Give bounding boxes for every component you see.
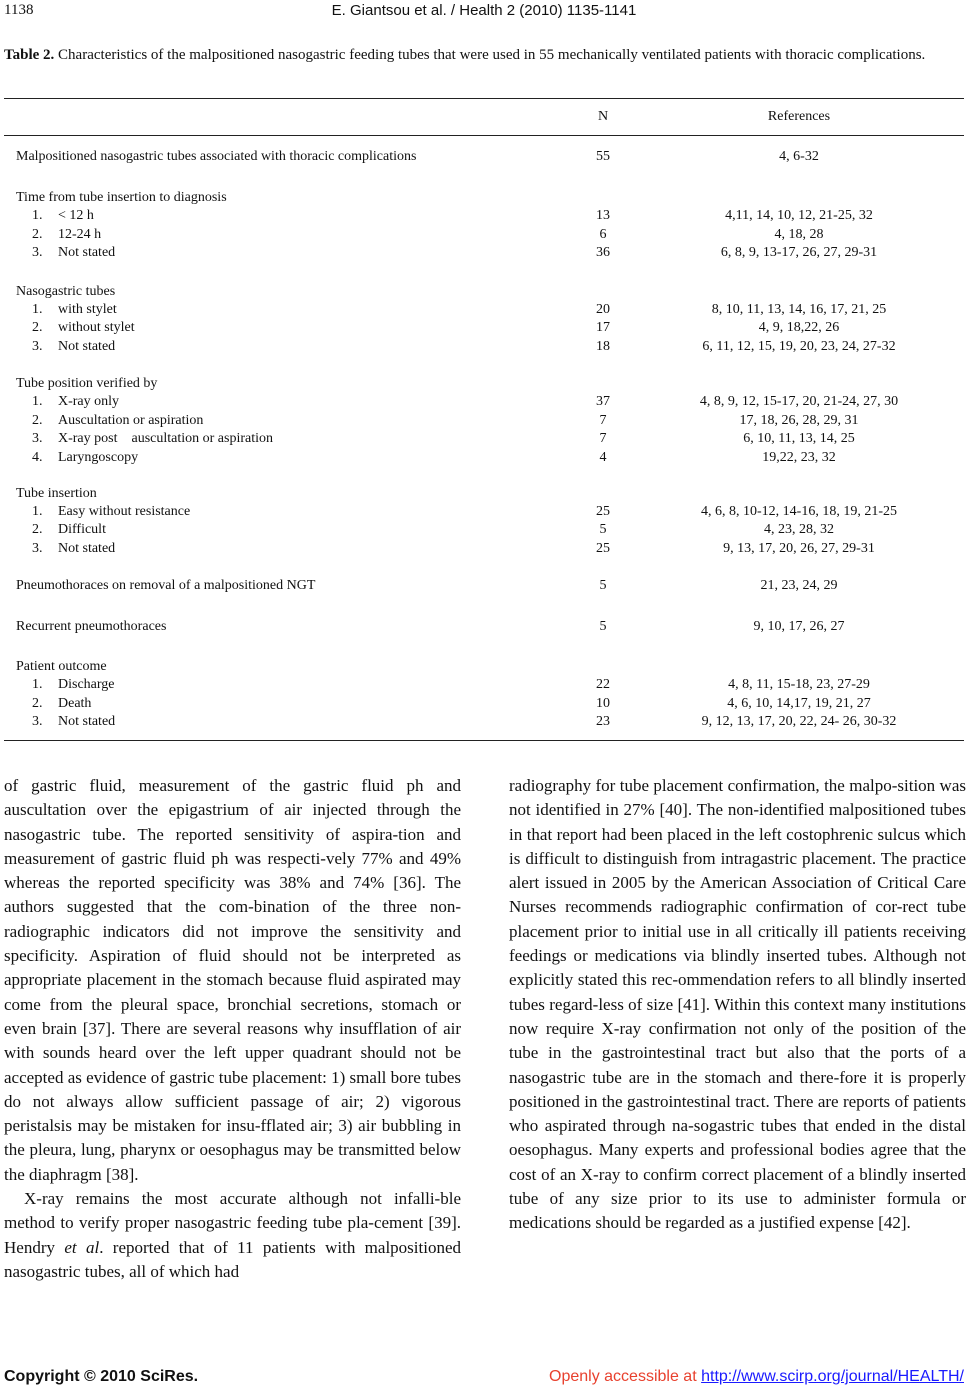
row-n: 37	[596, 394, 610, 409]
table-section-heading	[0, 485, 968, 503]
row-label: Not stated	[58, 541, 116, 556]
table-header-n: N	[597, 109, 609, 124]
row-n: 4	[599, 450, 607, 465]
row-label: Not stated	[58, 339, 116, 354]
row-n: 25	[596, 541, 610, 556]
table-row	[0, 449, 968, 467]
row-n: 22	[596, 677, 610, 692]
table-section-heading	[0, 658, 968, 676]
row-references: 9, 10, 17, 26, 27	[753, 619, 845, 634]
row-label: Patient outcome	[16, 659, 107, 674]
row-n: 6	[599, 227, 607, 242]
table-row	[0, 301, 968, 319]
table-caption-label: Table 2.	[4, 47, 55, 63]
row-label: < 12 h	[58, 208, 94, 223]
table-row	[0, 676, 968, 694]
journal-link[interactable]: http://www.scirp.org/journal/HEALTH/	[701, 1368, 964, 1385]
row-n: 5	[599, 619, 607, 634]
body-column-left	[4, 774, 461, 1284]
row-references: 4, 8, 11, 15-18, 23, 27-29	[728, 677, 870, 692]
table-caption	[4, 46, 964, 65]
table-row	[0, 393, 968, 411]
row-index: 3.	[32, 714, 43, 729]
row-label: X-ray post auscultation or aspiration	[58, 431, 274, 446]
paragraph-text: . reported that of 11 patients with malpositioned nasogastric tubes, all of which had	[4, 1237, 461, 1281]
row-label: Laryngoscopy	[58, 450, 139, 465]
row-references: 4, 9, 18,22, 26	[758, 320, 840, 335]
row-references: 21, 23, 24, 29	[760, 578, 838, 593]
row-references: 4, 6, 10, 14,17, 19, 21, 27	[727, 696, 871, 711]
table-section-heading	[0, 375, 968, 393]
table-row	[0, 521, 968, 539]
row-n: 17	[596, 320, 610, 335]
row-n: 18	[596, 339, 610, 354]
paragraph	[4, 1187, 461, 1284]
row-n: 5	[599, 578, 607, 593]
row-index: 1.	[32, 302, 43, 317]
footer-copyright: Copyright © 2010 SciRes.	[4, 1368, 199, 1385]
row-index: 3.	[32, 541, 43, 556]
row-index: 1.	[32, 208, 43, 223]
table-row	[0, 244, 968, 262]
table-row	[0, 540, 968, 558]
paragraph-text: X-ray remains the most accurate although not infalli-ble method to verify proper nasogastric feeding tube pla-cement [39]. Hendry	[4, 1189, 461, 1257]
row-references: 9, 12, 13, 17, 20, 22, 24- 26, 30-32	[701, 714, 897, 729]
row-references: 8, 10, 11, 13, 14, 16, 17, 21, 25	[711, 302, 887, 317]
row-references: 4, 8, 9, 12, 15-17, 20, 21-24, 27, 30	[699, 394, 899, 409]
table-row	[0, 226, 968, 244]
running-head: E. Giantsou et al. / Health 2 (2010) 1135-1141	[331, 2, 637, 19]
row-label: Discharge	[58, 677, 115, 692]
row-n: 7	[599, 413, 607, 428]
row-label: Death	[58, 696, 92, 711]
row-references: 6, 10, 11, 13, 14, 25	[743, 431, 855, 446]
table-header-references: References	[767, 109, 831, 124]
paragraph-italic: et al	[64, 1237, 100, 1257]
row-n: 20	[596, 302, 610, 317]
row-label: Pneumothoraces on removal of a malpositioned NGT	[16, 578, 316, 593]
row-index: 2.	[32, 227, 43, 242]
row-index: 3.	[32, 431, 43, 446]
row-label: Tube insertion	[16, 486, 97, 501]
table-row	[0, 412, 968, 430]
row-references: 4, 18, 28	[774, 227, 824, 242]
row-label: Nasogastric tubes	[16, 284, 116, 299]
row-index: 1.	[32, 504, 43, 519]
row-index: 2.	[32, 320, 43, 335]
row-label: Tube position verified by	[16, 376, 158, 391]
row-n: 55	[596, 149, 610, 164]
paragraph: of gastric fluid, measurement of the gastric fluid ph and auscultation over the epigastrium of air injected through the nasogastric tube. The reported sensitivity of aspira-tion and measurement of gastric fluid ph was respecti-vely 77% and 49% whereas the reported specificity was 38% and 74% [36]. The authors suggested that the com-bination of the three non-radiographic indicators did not improve the sensitivity and specificity. Aspiration of fluid should not be interpreted as appropriate placement in the stomach because fluid aspirated may come from the pleural space, bronchial secretions, stomach or even brain [37]. There are several reasons why insufflation of air with sounds heard over the left upper quadrant should not be accepted as evidence of gastric tube placement: 1) small bore tubes do not always allow sufficient passage of air; 2) vigorous peristalsis may be mistaken for insu-fflated air; 3) air bubbling in the pleura, lung, pharynx or oesophagus may be transmitted below the diaphragm [38].	[4, 776, 461, 1184]
row-references: 4, 23, 28, 32	[764, 522, 834, 537]
row-label: 12-24 h	[58, 227, 102, 242]
row-references: 4, 6-32	[779, 149, 819, 164]
footer-access-text: Openly accessible at	[549, 1368, 702, 1385]
table-header-rule	[4, 135, 964, 136]
row-index: 2.	[32, 522, 43, 537]
table-row	[0, 338, 968, 356]
row-references: 9, 13, 17, 20, 26, 27, 29-31	[723, 541, 875, 556]
table-row	[0, 430, 968, 448]
row-index: 3.	[32, 339, 43, 354]
row-references: 17, 18, 26, 28, 29, 31	[739, 413, 859, 428]
row-label: X-ray only	[58, 394, 120, 409]
row-label: Easy without resistance	[58, 504, 191, 519]
table-row	[0, 713, 968, 731]
page-number: 1138	[4, 2, 34, 18]
row-references: 19,22, 23, 32	[762, 450, 836, 465]
row-references: 6, 8, 9, 13-17, 26, 27, 29-31	[720, 245, 878, 260]
row-index: 1.	[32, 394, 43, 409]
row-label: Auscultation or aspiration	[58, 413, 204, 428]
table-row	[0, 618, 968, 636]
row-references: 4,11, 14, 10, 12, 21-25, 32	[725, 208, 873, 223]
row-label: Time from tube insertion to diagnosis	[16, 190, 227, 205]
table-row	[0, 148, 968, 166]
row-n: 10	[596, 696, 610, 711]
table-top-rule	[4, 98, 964, 99]
row-n: 23	[596, 714, 610, 729]
row-index: 4.	[32, 450, 43, 465]
row-label: Difficult	[58, 522, 106, 537]
body-column-right	[509, 774, 966, 1236]
row-n: 36	[596, 245, 610, 260]
table-row	[0, 207, 968, 225]
row-label: Recurrent pneumothoraces	[16, 619, 167, 634]
row-label: Not stated	[58, 714, 116, 729]
row-label: Not stated	[58, 245, 116, 260]
row-n: 13	[596, 208, 610, 223]
footer-access	[549, 1368, 964, 1386]
row-index: 3.	[32, 245, 43, 260]
table-row	[0, 503, 968, 521]
row-label: without stylet	[58, 320, 135, 335]
table-section-heading	[0, 283, 968, 301]
row-index: 2.	[32, 696, 43, 711]
paragraph: radiography for tube placement confirmation, the malpo-sition was not identified in 27% [40]. The non-identified malpositioned tubes in that report had been placed in the left costophrenic sulcus which is difficult to distinguish from intragastric placement. The practice alert issued in 2005 by the American Association of Critical Care Nurses recommends radiographic confirmation of cor-rect tube placement prior to initial use in all critically ill patients receiving feedings or medications via blindly inserted tubes. Although not explicitly stated this rec-ommendation refers to all blindly inserted tubes regard-less of size [41]. Within this context many institutions now require X-ray confirmation not only of the position of the tube in the gastrointestinal tract but also that the ports of a nasogastric tube are in the stomach and there-fore it is properly positioned in the gastrointestinal tract. There are reports of patients who aspirated through na-sogastric tubes that ended in the distal oesophagus. Many experts and professional bodies agree that the cost of an X-ray to confirm correct placement of a blindly inserted tube of any size prior to its use to administer formula or medications should be regarded as a justified expense [42].	[509, 776, 966, 1233]
row-n: 7	[599, 431, 607, 446]
row-references: 6, 11, 12, 15, 19, 20, 23, 24, 27-32	[702, 339, 896, 354]
row-label: Malpositioned nasogastric tubes associated with thoracic complications	[16, 149, 417, 164]
table-bottom-rule	[4, 740, 964, 741]
row-references: 4, 6, 8, 10-12, 14-16, 18, 19, 21-25	[701, 504, 897, 519]
table-row	[0, 577, 968, 595]
table-section-heading	[0, 189, 968, 207]
table-row	[0, 695, 968, 713]
row-n: 5	[599, 522, 607, 537]
row-n: 25	[596, 504, 610, 519]
row-label: with stylet	[58, 302, 117, 317]
table-caption-text: Characteristics of the malpositioned nasogastric feeding tubes that were used in 55 mechanically ventilated patients with thoracic complications.	[58, 47, 926, 63]
row-index: 1.	[32, 677, 43, 692]
table-row	[0, 319, 968, 337]
row-index: 2.	[32, 413, 43, 428]
